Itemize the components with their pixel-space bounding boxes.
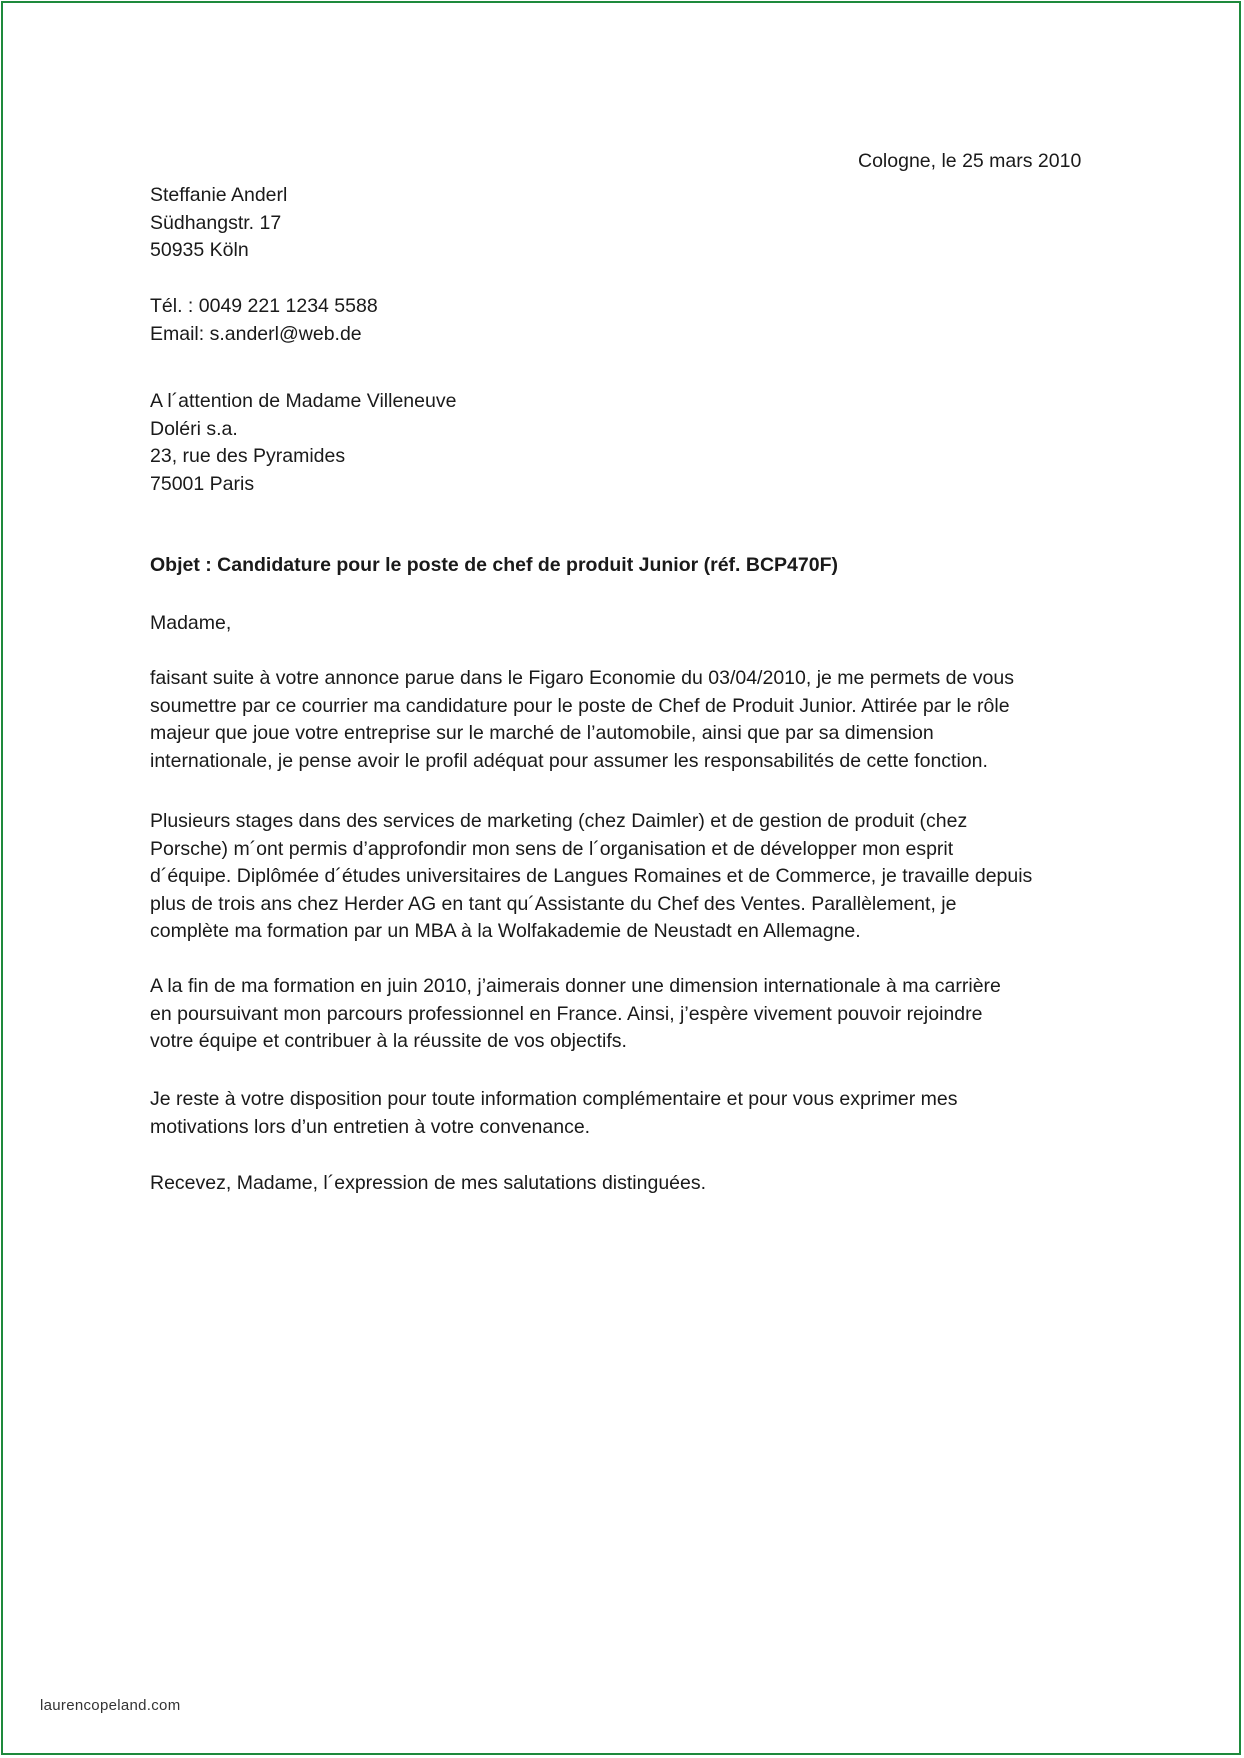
recipient-company: Doléri s.a. xyxy=(150,417,238,440)
paragraph-line: motivations lors d’un entretien à votre convenance. xyxy=(150,1115,591,1138)
letter-closing: Recevez, Madame, l´expression de mes salutations distinguées. xyxy=(150,1172,707,1194)
recipient-street: 23, rue des Pyramides xyxy=(150,445,346,467)
paragraph-line: en poursuivant mon parcours professionnel en France. Ainsi, j’espère vivement pouvoir rejoindre xyxy=(150,1002,983,1025)
paragraph-line: votre équipe et contribuer à la réussite de vos objectifs. xyxy=(150,1030,627,1052)
sender-city: 50935 Köln xyxy=(150,239,249,261)
recipient-address xyxy=(150,388,456,498)
paragraph-line: d´équipe. Diplômée d´études universitaires de Langues Romaines et de Commerce, je travaille depuis xyxy=(150,865,1033,887)
paragraph-line: faisant suite à votre annonce parue dans le Figaro Economie du 03/04/2010, je me permets de vous xyxy=(150,667,1014,689)
paragraph-line: internationale, je pense avoir le profil adéquat pour assumer les responsabilités de cette fonction. xyxy=(150,749,988,772)
paragraph-2 xyxy=(150,808,1090,946)
paragraph-line: A la fin de ma formation en juin 2010, j’aimerais donner une dimension internationale à ma carrière xyxy=(150,975,1001,997)
recipient-attention: A l´attention de Madame Villeneuve xyxy=(150,390,457,412)
paragraph-line: Plusieurs stages dans des services de marketing (chez Daimler) et de gestion de produit (chez xyxy=(150,810,968,832)
sender-address xyxy=(150,182,287,265)
sender-phone: Tél. : 0049 221 1234 5588 xyxy=(150,295,378,317)
paragraph-3 xyxy=(150,973,1090,1056)
paragraph-line: plus de trois ans chez Herder AG en tant qu´Assistante du Chef des Ventes. Parallèlement, je xyxy=(150,892,957,915)
paragraph-line: majeur que joue votre entreprise sur le marché de l’automobile, ainsi que par sa dimension xyxy=(150,722,934,744)
paragraph-1 xyxy=(150,665,1090,775)
letter-subject: Objet : Candidature pour le poste de chef de produit Junior (réf. BCP470F) xyxy=(150,554,838,576)
letter-date: Cologne, le 25 mars 2010 xyxy=(858,150,1082,172)
sender-street: Südhangstr. 17 xyxy=(150,211,282,234)
watermark-text: laurencopeland.com xyxy=(40,1697,181,1714)
sender-email: Email: s.anderl@web.de xyxy=(150,322,362,345)
paragraph-4 xyxy=(150,1086,1090,1141)
paragraph-line: Je reste à votre disposition pour toute information complémentaire et pour vous exprimer mes xyxy=(150,1088,958,1110)
sender-contact xyxy=(150,293,378,348)
paragraph-line: soumettre par ce courrier ma candidature pour le poste de Chef de Produit Junior. Attirée par le rôle xyxy=(150,694,1010,717)
paragraph-line: complète ma formation par un MBA à la Wolfakademie de Neustadt en Allemagne. xyxy=(150,920,861,942)
paragraph-line: Porsche) m´ont permis d’approfondir mon sens de l´organisation et de développer mon esprit xyxy=(150,837,954,860)
sender-name: Steffanie Anderl xyxy=(150,184,288,206)
letter-salutation: Madame, xyxy=(150,612,232,634)
recipient-city: 75001 Paris xyxy=(150,472,255,495)
